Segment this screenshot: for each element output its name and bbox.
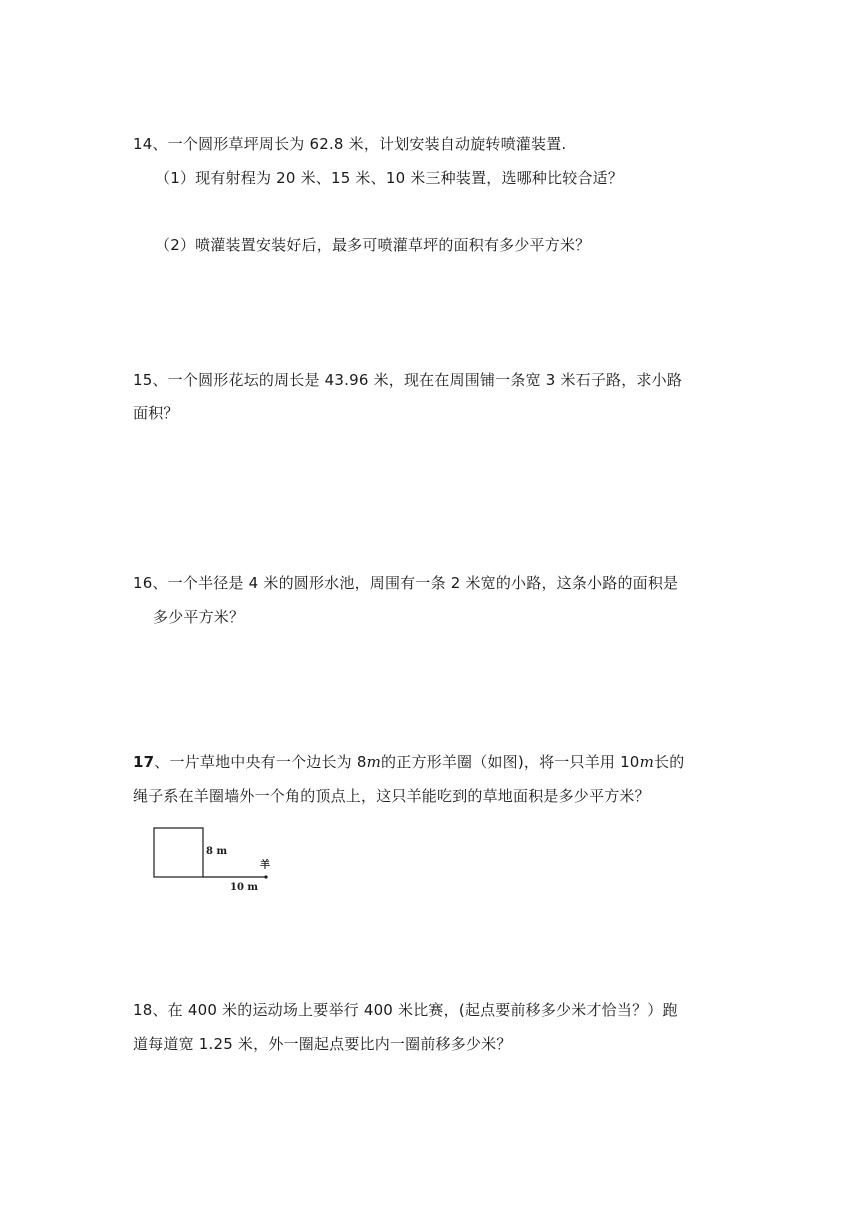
question-16-text-line-1: 16、一个半径是 4 米的圆形水池，周围有一条 2 米宽的小路，这条小路的面积是 (133, 574, 679, 592)
question-17-part-a: 、一片草地中央有一个边长为 8 (154, 753, 367, 771)
question-15-text-line-1: 15、一个圆形花坛的周长是 43.96 米，现在在周围铺一条宽 3 米石子路，求小路 (133, 371, 683, 389)
question-18-text-line-1: 18、在 400 米的运动场上要举行 400 米比赛，(起点要前移多少米才恰当？）跑 (133, 1001, 678, 1019)
question-17-text-line-2: 绳子系在羊圈墙外一个角的顶点上，这只羊能吃到的草地面积是多少平方米？ (133, 787, 650, 805)
question-14-part-2: （2）喷灌装置安装好后，最多可喷灌草坪的面积有多少平方米？ (155, 236, 591, 254)
question-14-part-1: （1）现有射程为 20 米、15 米、10 米三种装置，选哪种比较合适？ (155, 169, 624, 187)
question-17-text-line-1 (133, 752, 684, 772)
sheep-pen-figure (150, 826, 280, 896)
question-15-text-line-2: 面积？ (133, 404, 179, 422)
question-17-part-b: 的正方形羊圈（如图)，将一只羊用 10 (381, 753, 640, 771)
question-16-text-line-2: 多少平方米？ (153, 608, 245, 626)
question-17-unit-b: m (639, 753, 654, 771)
question-17-part-c: 长的 (654, 753, 685, 771)
square-pen (154, 828, 203, 877)
question-14-text: 14、一个圆形草坪周长为 62.8 米，计划安装自动旋转喷灌装置. (133, 135, 567, 153)
sheep-point (264, 875, 267, 878)
sheep-label: 羊 (260, 860, 270, 871)
question-17-unit-a: m (366, 753, 382, 771)
question-18-text-line-2: 道每道宽 1.25 米，外一圈起点要比内一圈前移多少米？ (133, 1035, 512, 1053)
side-length-label: 8 m (206, 846, 228, 857)
rope-length-label: 10 m (230, 882, 258, 893)
question-17-number: 17 (133, 753, 155, 771)
